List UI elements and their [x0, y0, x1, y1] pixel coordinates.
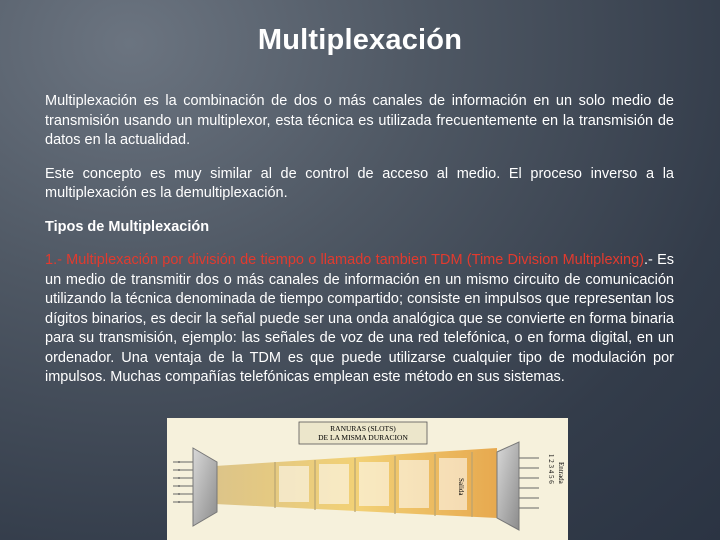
slide-title: Multiplexación — [257, 24, 463, 56]
output-label: Salida — [457, 478, 465, 496]
slide-body — [45, 92, 674, 402]
demultiplexer-icon — [497, 442, 519, 530]
tdm-diagram-svg — [167, 418, 568, 540]
slots-header-line2: DE LA MISMA DURACION — [318, 433, 408, 442]
tdm-diagram — [167, 418, 568, 540]
tdm-paragraph — [45, 251, 674, 388]
input-lines — [173, 462, 193, 502]
input-label: Entrada — [557, 462, 565, 484]
tdm-description: .- Es un medio de transmitir dos o más canales de información en un mismo circuito de comunicación utilizando la técnica denominada de tiempo compartido; consiste en impulsos que representan los dígitos binarios, es decir la señal puede ser una onda analógica que se convierte en forma binaria para su transmisión, ejemplo: las señales de voz de una red telefónica, o en forma digital, en un ordenador. Una ventaja de la TDM es que puede utilizarse cualquier tipo de modulación por impulsos. Muchas compañías telefónicas emplean este método en sus sistemas. — [45, 252, 674, 385]
intro-paragraph: Multiplexación es la combinación de dos o más canales de información en un solo medio de transmisión usando un multiplexor, esta técnica es utilizada frecuentemente en la transmisión de datos en la actualidad. — [45, 93, 674, 148]
slots-header-line1: RANURAS (SLOTS) — [330, 424, 396, 433]
output-lines — [519, 458, 539, 508]
tdm-highlight: 1.- Multiplexación por división de tiempo o llamado tambien TDM (Time Division Multiplexing) — [45, 252, 644, 268]
input-dots — [178, 461, 180, 503]
multiplexer-icon — [193, 448, 217, 526]
input-numbers: 1 2 3 4 5 6 — [547, 454, 555, 484]
concept-paragraph: Este concepto es muy similar al de control de acceso al medio. El proceso inverso a la multiplexación es la demultiplexación. — [45, 165, 674, 201]
section-heading: Tipos de Multiplexación — [45, 218, 210, 235]
